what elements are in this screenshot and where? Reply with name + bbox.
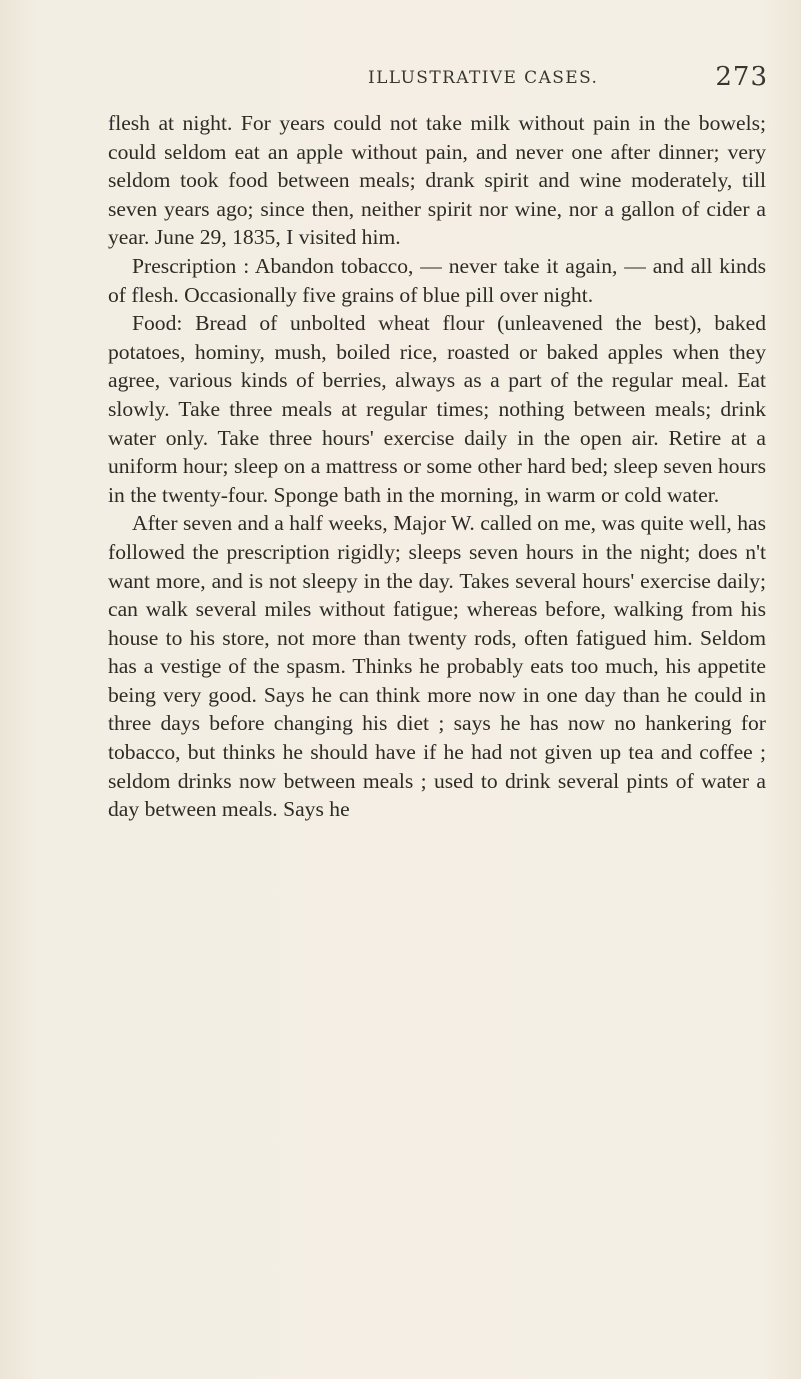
paragraph-continued: flesh at night. For years could not take milk without pain in the bowels; could seldom eat an apple without pain, and never one after dinner; very seldom took food between meals; drank spirit and wine moderately, till seven years ago; since then, neither spirit nor wine, nor a gallon of cider a year. June 29, 1835, I visited him. <box>108 111 766 250</box>
paragraph-follow-up: After seven and a half weeks, Major W. called on me, was quite well, has followed the prescription rigidly; sleeps seven hours in the night; does n't want more, and is not sleepy in the day. Takes several hours' exercise daily; can walk several miles without fatigue; whereas before, walking from his house to his store, not more than twenty rods, often fatigued him. Seldom has a vestige of the spasm. Thinks he probably eats too much, his appetite being very good. Says he can think more now in one day than he could in three days before changing his diet ; says he has now no hankering for tobacco, but thinks he should have if he had not given up tea and coffee ; seldom drinks now between meals ; used to drink several pints of water a day between meals. Says he <box>108 511 766 822</box>
body-text <box>108 109 766 824</box>
running-title: ILLUSTRATIVE CASES. <box>368 68 599 88</box>
running-head <box>108 62 768 92</box>
paragraph-food: Food: Bread of unbolted wheat flour (unleavened the best), baked potatoes, hominy, mush, boiled rice, roasted or baked apples when they agree, various kinds of berries, always as a part of the regular meal. Eat slowly. Take three meals at regular times; nothing between meals; drink water only. Take three hours' exercise daily in the open air. Retire at a uniform hour; sleep on a mattress or some other hard bed; sleep seven hours in the twenty-four. Sponge bath in the morning, in warm or cold water. <box>108 311 766 507</box>
paragraph-prescription: Prescription : Abandon tobacco, — never take it again, — and all kinds of flesh. Occasionally five grains of blue pill over night. <box>108 253 766 307</box>
page-number: 273 <box>715 62 768 92</box>
